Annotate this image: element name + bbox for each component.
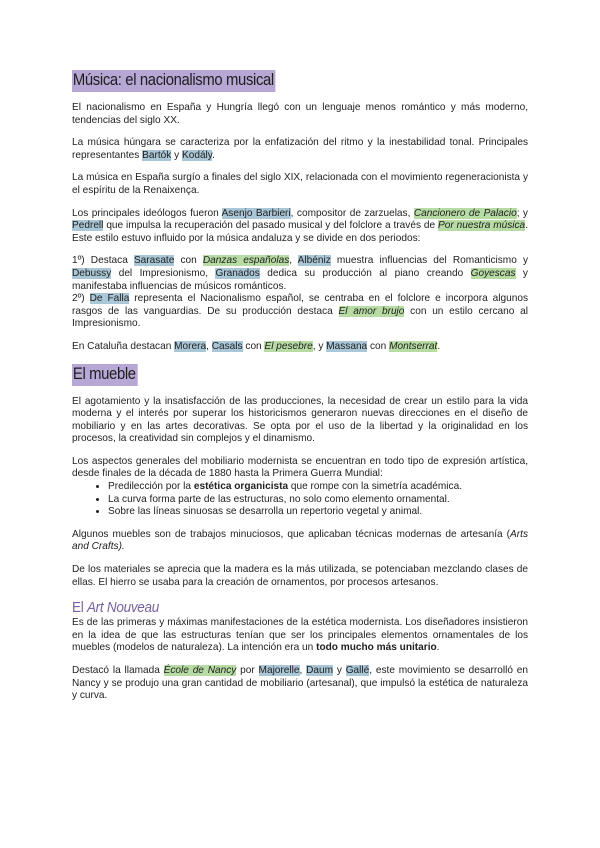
paragraph-periodo-1: [72, 255, 528, 293]
work-highlight: Goyescas: [470, 267, 516, 279]
paragraph-espana: La música en España surgío a finales del siglo XIX, relacionada con el movimiento regeneracionista y el espíritu de la Renaixença.: [72, 172, 528, 196]
paragraph-periodo-2: [72, 293, 528, 331]
text: ,: [289, 255, 298, 267]
name-highlight: Daum: [306, 665, 334, 676]
text: ,: [206, 340, 212, 352]
heading-nacionalismo: Música: el nacionalismo musical: [72, 70, 276, 92]
text: Los principales ideólogos fueron: [72, 207, 222, 219]
text: Sobre las líneas sinuosas se desarrolla un repertorio vegetal y animal.: [108, 506, 423, 518]
text: .: [437, 340, 441, 352]
text: , y: [312, 340, 327, 352]
paragraph-mueble-intro: El agotamiento y la insatisfacción de las producciones, la necesidad de crear un estilo para la vida moderna y el interés por superar los historicismos generaron nuevas direcciones en el diseño de mobiliario y en las artes decorativas. Se opta por el uso de la libertad y la originalidad en los procesos, la creatividad sin complejos y el dinamismo.: [72, 395, 528, 445]
name-highlight: Casals: [211, 340, 243, 352]
name-highlight: Massana: [326, 340, 368, 352]
text: con: [174, 255, 203, 267]
work-highlight: Cancionero de Palacio: [413, 207, 517, 219]
text: Es de las primeras y máximas manifestaciones de la estética modernista. Los diseñadores insistieron en la idea de que las estructuras tenían que ser los principales elementos ornamentales de los muebles (modelos de naturaleza). La intención era un: [72, 617, 528, 654]
text: 2º): [72, 293, 90, 305]
text: con: [367, 340, 390, 352]
name-highlight: Asenjo Barbieri: [221, 207, 291, 219]
bold-text: estética organicista: [193, 481, 289, 493]
name-highlight: Pedrell: [72, 220, 104, 232]
italic-text: Arts and Crafts).: [72, 528, 528, 553]
work-highlight: École de Nancy: [163, 665, 237, 676]
work-highlight: Por nuestra música: [438, 220, 526, 232]
name-highlight: Debussy: [72, 267, 112, 279]
text: representa el Nacionalismo español, se centraba en el folclore e incorpora algunos rasgos de las vanguardias. De su producción destaca: [72, 293, 528, 317]
text: por: [236, 665, 259, 676]
text: La música húngara se caracteriza por la enfatización del ritmo y la inestabilidad tonal. Principales representantes: [72, 137, 528, 161]
paragraph-intro: El nacionalismo en España y Hungría llegó con un lenguaje menos romántico y más moderno, tendencias del siglo XX.: [72, 102, 528, 126]
text: La curva forma parte de las estructuras, no solo como elemento ornamental.: [108, 493, 450, 505]
list-item: [108, 506, 528, 519]
paragraph-materiales: De los materiales se aprecia que la madera es la más utilizada, se potenciaban mezclando clases de ellas. El hierro se usaba para la creación de ornamentos, por procesos artesanos.: [72, 564, 528, 588]
text: ; y: [516, 207, 528, 219]
text: dedica su producción al piano creando: [259, 267, 471, 279]
paragraph-art-nouveau: [72, 617, 528, 655]
name-highlight: Morera: [174, 340, 207, 352]
list-item: [108, 481, 528, 494]
work-highlight: Danzas españolas: [202, 255, 290, 267]
text: que rompe con la simetría académica.: [288, 481, 463, 493]
text: En Cataluña destacan: [72, 340, 175, 352]
list-item: [108, 494, 528, 507]
text: .: [436, 642, 440, 654]
italic-text: Art Nouveau: [86, 599, 160, 617]
bullet-list: [72, 481, 528, 519]
document-page: [72, 70, 528, 713]
text: .: [212, 149, 215, 161]
text: ,: [299, 665, 307, 676]
name-highlight: De Falla: [89, 293, 130, 305]
name-highlight: Majorelle: [258, 665, 300, 676]
heading-art-nouveau: [72, 599, 482, 616]
paragraph-ideologos: [72, 208, 528, 246]
text: muestra influencias del Romanticismo y: [330, 255, 528, 267]
bold-text: todo mucho más unitario: [316, 642, 437, 654]
text: 1º) Destaca: [72, 255, 134, 267]
paragraph-aspectos: Los aspectos generales del mobiliario modernista se encuentran en todo tipo de expresión artística, desde finales de la década de 1880 hasta la Primera Guerra Mundial:: [72, 455, 528, 480]
work-highlight: El pesebre: [264, 340, 313, 352]
text: Predilección por la: [108, 481, 194, 493]
text: , compositor de zarzuelas,: [290, 207, 414, 219]
name-highlight: Albéniz: [297, 255, 331, 267]
text: del Impresionismo,: [111, 267, 216, 279]
heading-mueble: El mueble: [72, 364, 138, 386]
text: y: [333, 665, 346, 676]
text: . Este estilo estuvo influido por la música andaluza y se divide en dos periodos:: [72, 220, 528, 244]
text: El: [72, 599, 87, 617]
name-highlight: Kodály: [181, 149, 213, 161]
text: , este movimiento se desarrolló en Nancy y se produjo una gran cantidad de mobiliario (artesanal), que impulsó la estética de naturaleza y curva.: [72, 665, 528, 702]
text: Destacó la llamada: [72, 665, 164, 676]
text: con: [242, 340, 265, 352]
text: y: [171, 149, 182, 161]
text: con un estilo cercano al Impresionismo.: [72, 305, 528, 330]
work-highlight: Montserrat: [389, 340, 438, 352]
name-highlight: Gallé: [345, 665, 370, 676]
text: que impulsa la recuperación del pasado musical y del folclore a través de: [103, 220, 439, 232]
text: Algunos muebles son de trabajos minuciosos, que aplicaban técnicas modernas de artesanía (: [72, 528, 511, 540]
name-highlight: Bartók: [142, 149, 172, 161]
paragraph-hungria: [72, 137, 528, 162]
name-highlight: Sarasate: [133, 255, 175, 267]
paragraph-artesania: [72, 529, 528, 554]
paragraph-cataluna: [72, 341, 528, 354]
text: y manifestaba influencias de músicos románticos.: [72, 267, 528, 292]
work-highlight: El amor brujo: [338, 305, 405, 317]
paragraph-nancy: [72, 665, 528, 703]
name-highlight: Granados: [215, 267, 260, 279]
